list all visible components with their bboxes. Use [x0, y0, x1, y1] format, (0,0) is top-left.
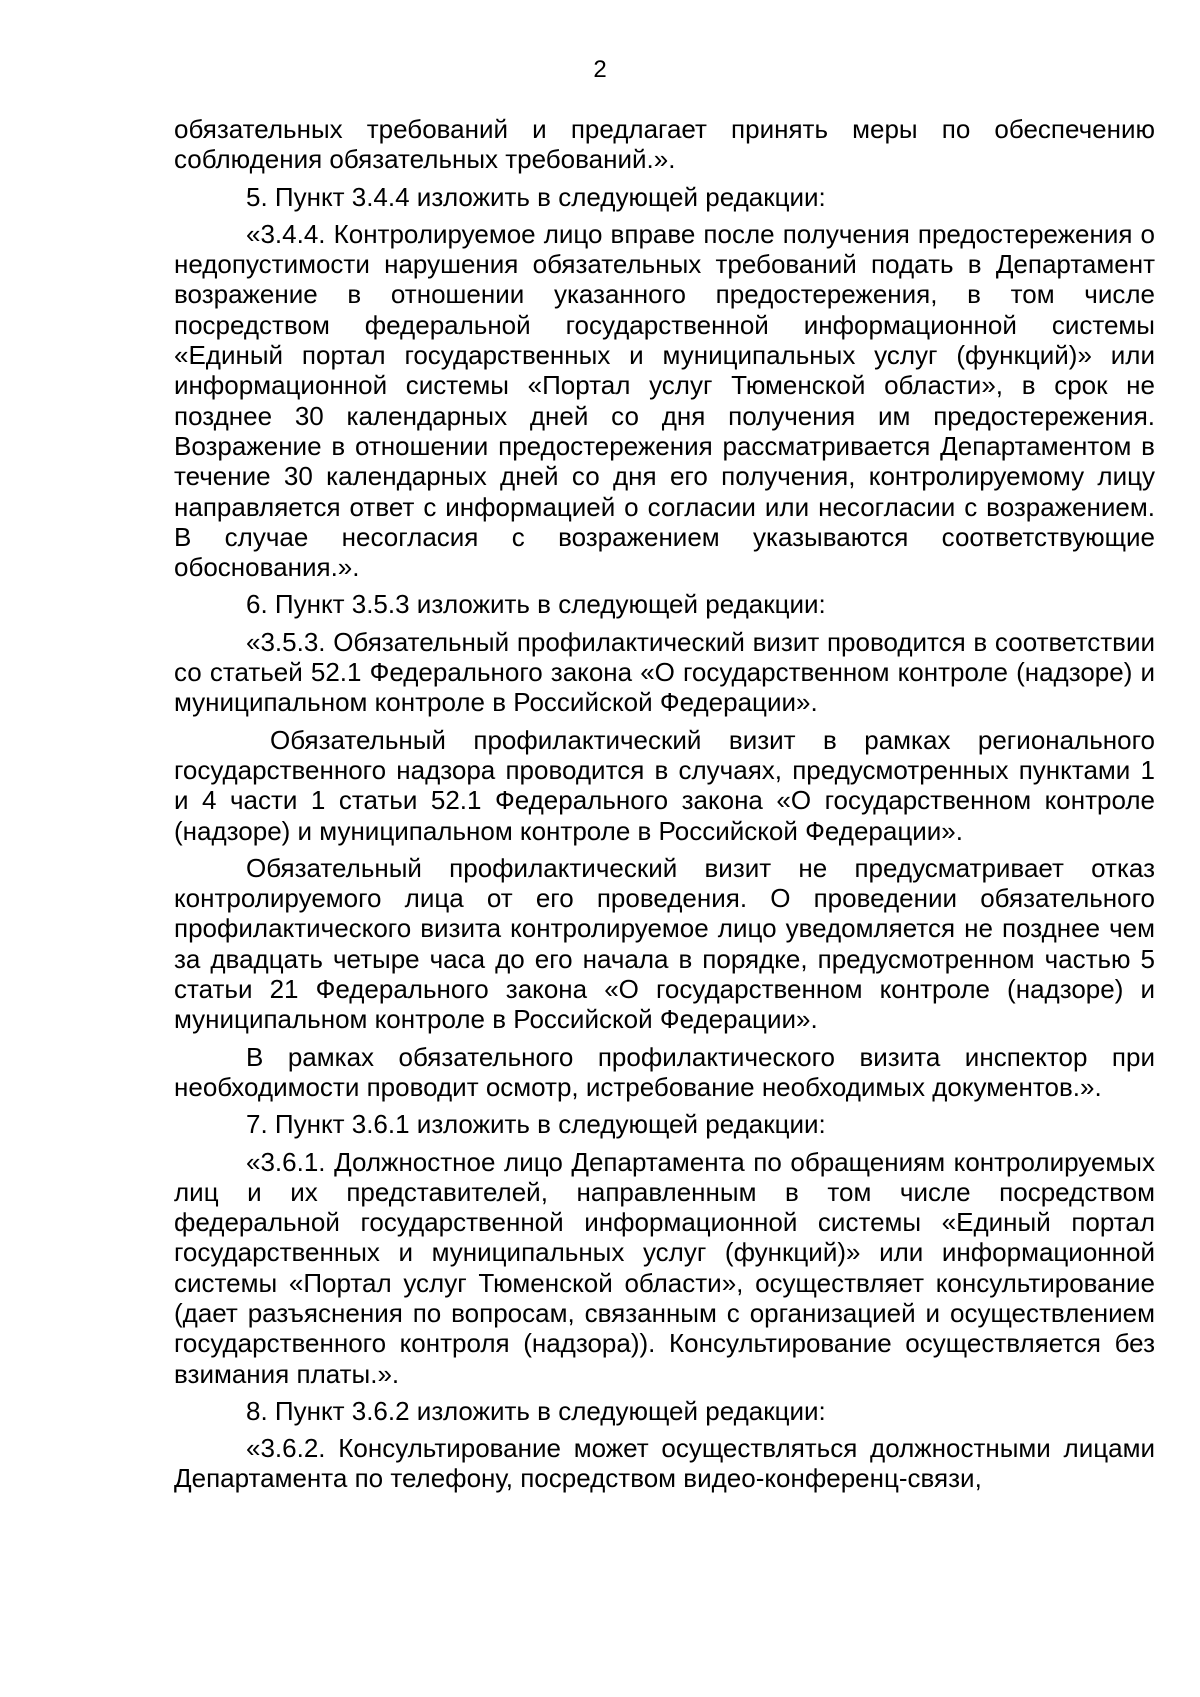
page-number: 2	[593, 56, 607, 83]
clause-3-5-3-part-4: В рамках обязательного профилактического визита инспектор при необходимости проводит осмотр, истребование необходимых документов.».	[174, 1041, 1155, 1102]
amendment-item-5: 5. Пункт 3.4.4 изложить в следующей редакции:	[246, 181, 826, 212]
clause-3-5-3-part-2: Обязательный профилактический визит в рамках регионального государственного надзора проводится в случаях, предусмотренных пунктами 1 и 4 части 1 статьи 52.1 Федерального закона «О государственном контроле (надзоре) и муниципальном контроле в Российской Федерации».	[174, 724, 1155, 846]
clause-3-6-1: «3.6.1. Должностное лицо Департамента по обращениям контролируемых лиц и их представителей, направленным в том числе посредством федеральной государственной информационной системы «Единый портал государственных и муниципальных услуг (функций)» или информационной системы «Портал услуг Тюменской области», осуществляет консультирование (дает разъяснения по вопросам, связанным с организацией и осуществлением государственного контроля (надзора)). Консультирование осуществляется без взимания платы.».	[174, 1146, 1155, 1389]
clause-3-5-3-part-3: Обязательный профилактический визит не предусматривает отказ контролируемого лица от его проведения. О проведении обязательного профилактического визита контролируемое лицо уведомляется не позднее чем за двадцать четыре часа до его начала в порядке, предусмотренном частью 5 статьи 21 Федерального закона «О государственном контроле (надзоре) и муниципальном контроле в Российской Федерации».	[174, 852, 1155, 1035]
amendment-item-6: 6. Пункт 3.5.3 изложить в следующей редакции:	[246, 589, 826, 620]
amendment-item-7: 7. Пункт 3.6.1 изложить в следующей редакции:	[246, 1109, 826, 1140]
paragraph-continuation: обязательных требований и предлагает принять меры по обеспечению соблюдения обязательных требований.».	[174, 114, 1155, 175]
document-body	[174, 114, 1155, 1501]
clause-3-6-2: «3.6.2. Консультирование может осуществляться должностными лицами Департамента по телефону, посредством видео-конференц-связи,	[174, 1433, 1155, 1494]
clause-3-4-4: «3.4.4. Контролируемое лицо вправе после получения предостережения о недопустимости нарушения обязательных требований подать в Департамент возражение в отношении указанного предостережения, в том числе посредством федеральной государственной информационной системы «Единый портал государственных и муниципальных услуг (функций)» или информационной системы «Портал услуг Тюменской области», в срок не позднее 30 календарных дней со дня получения им предостережения. Возражение в отношении предостережения рассматривается Департаментом в течение 30 календарных дней со дня его получения, контролируемому лицу направляется ответ с информацией о согласии или несогласии с возражением. В случае несогласия с возражением указываются соответствующие обоснования.».	[174, 218, 1155, 583]
clause-3-5-3: «3.5.3. Обязательный профилактический визит проводится в соответствии со статьей 52.1 Федерального закона «О государственном контроле (надзоре) и муниципальном контроле в Российской Федерации».	[174, 626, 1155, 718]
amendment-item-8: 8. Пункт 3.6.2 изложить в следующей редакции:	[246, 1395, 826, 1426]
